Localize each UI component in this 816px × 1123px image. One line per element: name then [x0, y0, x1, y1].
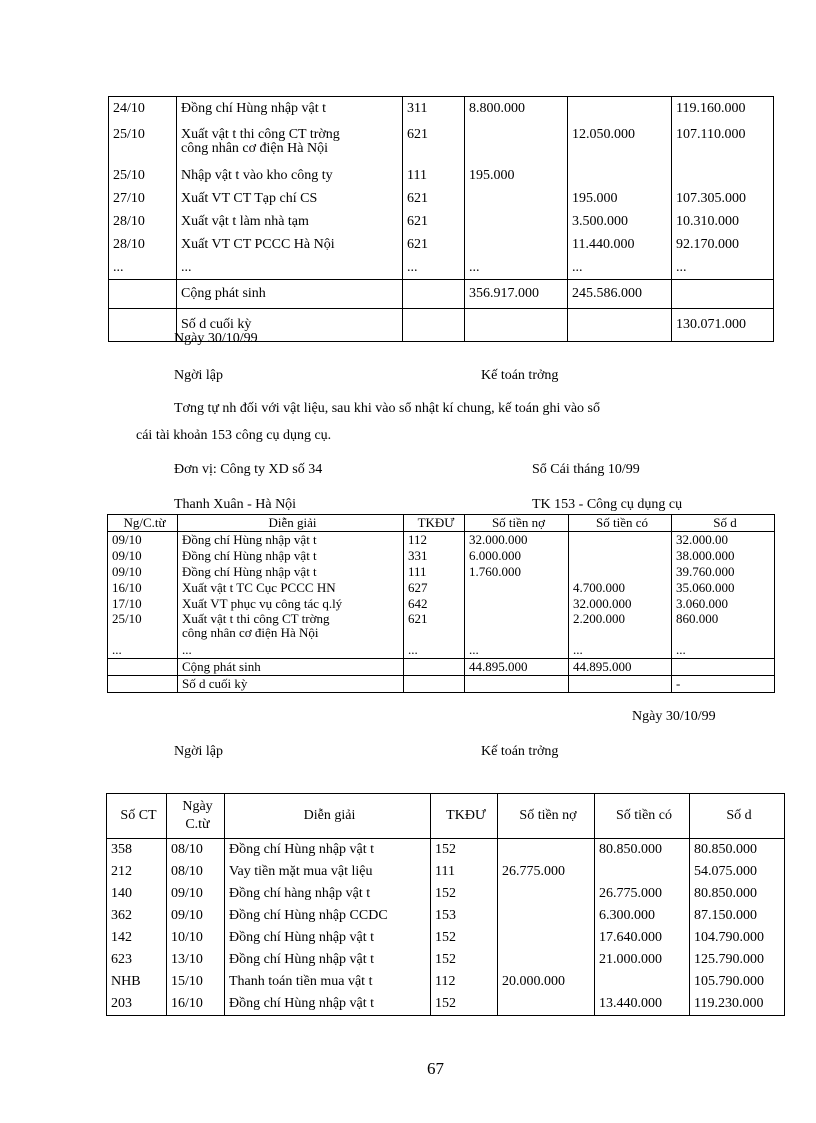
table-row — [107, 839, 785, 862]
table-cell: 08/10 — [167, 861, 225, 883]
table-cell: 44.895.000 — [569, 659, 672, 676]
table-cell — [403, 280, 465, 309]
sum-row — [108, 659, 775, 676]
table-cell: Đồng chí Hùng nhập vật t — [225, 993, 431, 1016]
table-cell: Xuất vật t TC Cục PCCC HN — [178, 580, 404, 596]
table-cell: Xuất VT phục vụ công tác q.lý — [178, 596, 404, 612]
table-cell — [465, 309, 568, 342]
table-cell: 358 — [107, 839, 167, 862]
table-cell: 09/10 — [108, 564, 178, 580]
table-cell: 25/10 — [109, 164, 177, 187]
signature-date-2: Ngày 30/10/99 — [632, 709, 716, 724]
table-cell — [108, 659, 178, 676]
table-cell — [595, 971, 690, 993]
table-cell: 17.640.000 — [595, 927, 690, 949]
table-row — [109, 210, 774, 233]
table-cell: 621 — [403, 210, 465, 233]
table-cell — [108, 676, 178, 693]
table-cell — [465, 580, 569, 596]
table-cell: 13.440.000 — [595, 993, 690, 1016]
table-cell — [465, 187, 568, 210]
table-cell: 111 — [403, 164, 465, 187]
table-cell: NHB — [107, 971, 167, 993]
table-row — [107, 861, 785, 883]
table-cell: Đồng chí Hùng nhập vật t — [225, 949, 431, 971]
table-cell: 152 — [431, 839, 498, 862]
table-cell: Đồng chí Hùng nhập vật t — [178, 548, 404, 564]
table-cell: 107.305.000 — [672, 187, 774, 210]
table-cell: 203 — [107, 993, 167, 1016]
table-cell: 621 — [404, 612, 465, 642]
table-cell — [465, 596, 569, 612]
table-cell — [569, 548, 672, 564]
header-row — [108, 515, 775, 532]
table-cell — [498, 993, 595, 1016]
table-row — [108, 596, 775, 612]
table-cell: ... — [672, 256, 774, 280]
table-cell: Thanh toán tiền mua vật t — [225, 971, 431, 993]
table-cell: 21.000.000 — [595, 949, 690, 971]
table-cell: 09/10 — [108, 548, 178, 564]
table-cell: 130.071.000 — [672, 309, 774, 342]
table-cell: 13/10 — [167, 949, 225, 971]
table-cell — [498, 839, 595, 862]
table-cell: 3.060.000 — [672, 596, 775, 612]
table-cell: 28/10 — [109, 233, 177, 256]
table-cell: ... — [465, 642, 569, 659]
column-header: Số d — [690, 794, 785, 839]
table-row — [109, 97, 774, 121]
table-row — [107, 927, 785, 949]
table-cell: Đồng chí Hùng nhập vật t — [225, 927, 431, 949]
table-cell: ... — [404, 642, 465, 659]
header-row — [107, 794, 785, 839]
table-cell: 28/10 — [109, 210, 177, 233]
table-cell: 627 — [404, 580, 465, 596]
table-cell: 621 — [403, 120, 465, 164]
ledger-title: Sổ Cái tháng 10/99 — [532, 462, 640, 477]
table-cell — [672, 659, 775, 676]
table-cell: Cộng phát sinh — [178, 659, 404, 676]
chief-accountant-label-1: Kế toán trởng — [481, 368, 559, 383]
ledger-table-152-continued — [108, 96, 774, 342]
table-cell: 08/10 — [167, 839, 225, 862]
table-row — [109, 187, 774, 210]
table-cell: 17/10 — [108, 596, 178, 612]
table-cell: 12.050.000 — [568, 120, 672, 164]
table-cell: Đồng chí hàng nhập vật t — [225, 883, 431, 905]
table-cell: 362 — [107, 905, 167, 927]
table-cell: 32.000.000 — [465, 532, 569, 549]
table-cell — [498, 905, 595, 927]
table-cell: ... — [178, 642, 404, 659]
table-cell: 09/10 — [108, 532, 178, 549]
table-cell: 6.000.000 — [465, 548, 569, 564]
paragraph-line-1: Tơng tự nh đối với vật liệu, sau khi vào sổ nhật kí chung, kế toán ghi vào sổ — [174, 401, 601, 416]
table-cell: 356.917.000 — [465, 280, 568, 309]
table-cell: ... — [403, 256, 465, 280]
table-cell: 80.850.000 — [690, 839, 785, 862]
table-cell: 26.775.000 — [595, 883, 690, 905]
table-cell — [109, 280, 177, 309]
table-cell: 80.850.000 — [690, 883, 785, 905]
table-row — [109, 233, 774, 256]
table-cell: 10/10 — [167, 927, 225, 949]
column-header: Ngày C.từ — [167, 794, 225, 839]
table-cell: 152 — [431, 949, 498, 971]
table-row — [108, 580, 775, 596]
table-row — [108, 612, 775, 642]
table-row — [109, 164, 774, 187]
table-cell: 25/10 — [108, 612, 178, 642]
table-cell: 35.060.000 — [672, 580, 775, 596]
table-cell: ... — [109, 256, 177, 280]
table-cell: 44.895.000 — [465, 659, 569, 676]
table-cell: 621 — [403, 233, 465, 256]
table-cell: 245.586.000 — [568, 280, 672, 309]
table-cell: 24/10 — [109, 97, 177, 121]
table-cell: ... — [465, 256, 568, 280]
table-cell: ... — [568, 256, 672, 280]
table-cell: 331 — [404, 548, 465, 564]
table-cell: 09/10 — [167, 883, 225, 905]
unit-name: Đơn vị: Công ty XD số 34 — [174, 462, 323, 477]
table-cell — [498, 927, 595, 949]
preparer-label-2: Ngời lập — [174, 744, 224, 759]
table-cell — [672, 164, 774, 187]
column-header: Số tiền nợ — [498, 794, 595, 839]
table-cell: 16/10 — [108, 580, 178, 596]
column-header: TKĐƯ — [404, 515, 465, 532]
table-cell — [568, 97, 672, 121]
table-cell: Đồng chí Hùng nhập CCDC — [225, 905, 431, 927]
table-cell: 39.760.000 — [672, 564, 775, 580]
table-cell: 104.790.000 — [690, 927, 785, 949]
table-row — [109, 256, 774, 280]
table-cell: 15/10 — [167, 971, 225, 993]
table-row — [107, 993, 785, 1016]
table-cell — [465, 612, 569, 642]
table-cell: 09/10 — [167, 905, 225, 927]
table-cell: 92.170.000 — [672, 233, 774, 256]
table-cell — [465, 676, 569, 693]
table-cell: 26.775.000 — [498, 861, 595, 883]
table-row — [108, 548, 775, 564]
table-cell: - — [672, 676, 775, 693]
table-cell — [404, 659, 465, 676]
sum-row — [109, 280, 774, 309]
table-row — [107, 883, 785, 905]
table-cell — [569, 532, 672, 549]
table-cell: Xuất vật t thi công CT trờng công nhân cơ điện Hà Nội — [178, 612, 404, 642]
table-cell: 623 — [107, 949, 167, 971]
table-row — [108, 532, 775, 549]
table-cell: Đồng chí Hùng nhập vật t — [225, 839, 431, 862]
table-cell: 112 — [404, 532, 465, 549]
table-cell: 25/10 — [109, 120, 177, 164]
table-cell — [403, 309, 465, 342]
table-cell: 80.850.000 — [595, 839, 690, 862]
table-cell: 212 — [107, 861, 167, 883]
column-header: Số tiền nợ — [465, 515, 569, 532]
table-cell — [569, 676, 672, 693]
table-row — [109, 120, 774, 164]
table-cell: ... — [672, 642, 775, 659]
table-cell — [404, 676, 465, 693]
table-cell: 112 — [431, 971, 498, 993]
table-cell: 621 — [403, 187, 465, 210]
table-cell: 195.000 — [465, 164, 568, 187]
table-cell: 152 — [431, 927, 498, 949]
chief-accountant-label-2: Kế toán trởng — [481, 744, 559, 759]
table-row — [108, 642, 775, 659]
table-cell: Xuất vật t thi công CT trờng công nhân cơ điện Hà Nội — [177, 120, 403, 164]
column-header: Số tiền có — [569, 515, 672, 532]
table-cell — [568, 309, 672, 342]
table-cell: 195.000 — [568, 187, 672, 210]
table-cell: 125.790.000 — [690, 949, 785, 971]
column-header: Ng/C.từ — [108, 515, 178, 532]
column-header: Số d — [672, 515, 775, 532]
table-cell: 119.230.000 — [690, 993, 785, 1016]
table-cell: 3.500.000 — [568, 210, 672, 233]
table-cell: 2.200.000 — [569, 612, 672, 642]
table-row — [108, 564, 775, 580]
table-cell: Cộng phát sinh — [177, 280, 403, 309]
table-row — [107, 949, 785, 971]
column-header: Số CT — [107, 794, 167, 839]
table-cell: 140 — [107, 883, 167, 905]
table-cell: 152 — [431, 993, 498, 1016]
table-cell: 87.150.000 — [690, 905, 785, 927]
table-cell: 1.760.000 — [465, 564, 569, 580]
paragraph-line-2: cái tài khoản 153 công cụ dụng cụ. — [136, 428, 332, 443]
table-cell: 111 — [404, 564, 465, 580]
table-cell: Số d cuối kỳ — [177, 309, 403, 342]
table-cell: 20.000.000 — [498, 971, 595, 993]
table-cell: 860.000 — [672, 612, 775, 642]
table-cell: Đồng chí Hùng nhập vật t — [178, 564, 404, 580]
table-cell: 6.300.000 — [595, 905, 690, 927]
table-cell: Nhập vật t vào kho công ty — [177, 164, 403, 187]
table-cell: Xuất VT CT PCCC Hà Nội — [177, 233, 403, 256]
table-cell: 54.075.000 — [690, 861, 785, 883]
column-header: Số tiền có — [595, 794, 690, 839]
table-cell: 16/10 — [167, 993, 225, 1016]
table-cell: 11.440.000 — [568, 233, 672, 256]
table-cell — [498, 883, 595, 905]
column-header: Diễn giải — [178, 515, 404, 532]
table-cell — [109, 309, 177, 342]
table-cell: 142 — [107, 927, 167, 949]
table-cell — [465, 120, 568, 164]
table-cell: 10.310.000 — [672, 210, 774, 233]
table-cell: 105.790.000 — [690, 971, 785, 993]
table-cell — [672, 280, 774, 309]
table-cell: ... — [177, 256, 403, 280]
table-cell: 32.000.000 — [569, 596, 672, 612]
table-cell: 32.000.00 — [672, 532, 775, 549]
table-cell: Vay tiền mặt mua vật liệu — [225, 861, 431, 883]
table-cell: 311 — [403, 97, 465, 121]
table-cell — [498, 949, 595, 971]
table-cell: Số d cuối kỳ — [178, 676, 404, 693]
table-cell: Đồng chí Hùng nhập vật t — [177, 97, 403, 121]
table-cell: 27/10 — [109, 187, 177, 210]
preparer-label-1: Ngời lập — [174, 368, 224, 383]
table-cell: Xuất vật t làm nhà tạm — [177, 210, 403, 233]
table-cell — [569, 564, 672, 580]
table-cell — [568, 164, 672, 187]
table-cell: ... — [108, 642, 178, 659]
closing-balance-row — [108, 676, 775, 693]
signature-date-1: Ngày 30/10/99 — [174, 331, 258, 346]
table-cell — [465, 210, 568, 233]
table-row — [107, 971, 785, 993]
table-cell — [595, 861, 690, 883]
table-cell: 107.110.000 — [672, 120, 774, 164]
table-cell: 8.800.000 — [465, 97, 568, 121]
table-cell: 111 — [431, 861, 498, 883]
journal-table — [106, 793, 785, 1016]
account-name: TK 153 - Công cụ dụng cụ — [532, 497, 683, 512]
table-cell — [465, 233, 568, 256]
table-row — [107, 905, 785, 927]
table-cell: ... — [569, 642, 672, 659]
unit-location: Thanh Xuân - Hà Nội — [174, 497, 297, 512]
table-cell: 152 — [431, 883, 498, 905]
table-cell: 642 — [404, 596, 465, 612]
table-cell: Đồng chí Hùng nhập vật t — [178, 532, 404, 549]
table-cell: 4.700.000 — [569, 580, 672, 596]
column-header: TKĐƯ — [431, 794, 498, 839]
table-cell: 153 — [431, 905, 498, 927]
column-header: Diễn giải — [225, 794, 431, 839]
table-cell: 119.160.000 — [672, 97, 774, 121]
page-number: 67 — [427, 1059, 444, 1078]
ledger-table-153 — [107, 514, 775, 693]
table-cell: Xuất VT CT Tạp chí CS — [177, 187, 403, 210]
table-cell: 38.000.000 — [672, 548, 775, 564]
